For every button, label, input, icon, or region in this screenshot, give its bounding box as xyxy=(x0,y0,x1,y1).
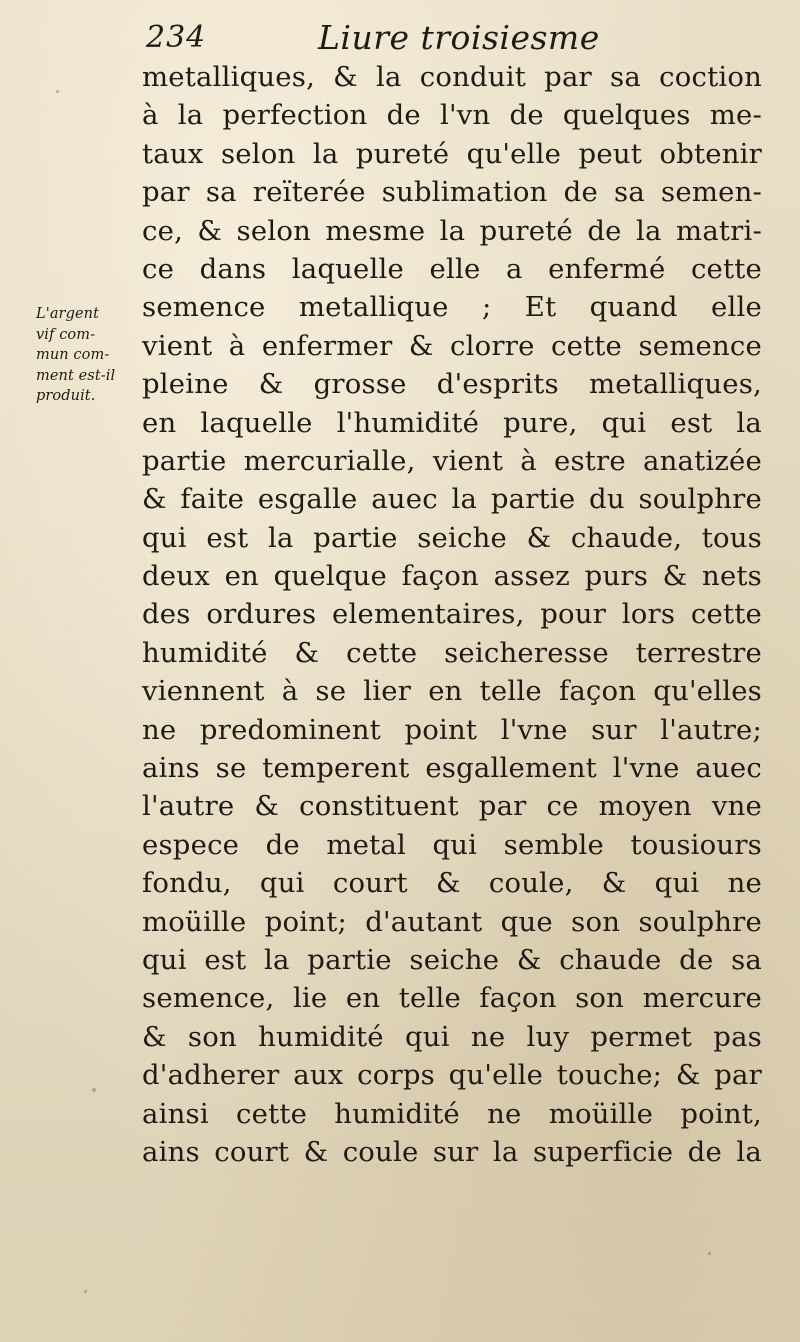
text-line: qui est la partie seiche & chaude, tous xyxy=(142,521,762,554)
text-line: metalliques, & la conduit par sa coction xyxy=(142,61,762,93)
text-line: viennent à se lier en telle façon qu'elles xyxy=(142,675,762,708)
text-line: ains se temperent esgallement l'vne auec xyxy=(142,752,762,785)
margin-note-line: mun com- xyxy=(36,347,110,363)
body-text xyxy=(142,58,762,1171)
text-line: pleine & grosse d'esprits metalliques, xyxy=(142,368,762,401)
paper-speck xyxy=(56,90,59,93)
text-line: l'autre & constituent par ce moyen vne xyxy=(142,790,762,823)
margin-note-line: L'argent xyxy=(36,306,100,322)
page-header xyxy=(140,18,740,62)
margin-note-line: vif com- xyxy=(36,326,96,343)
margin-note-line: produit. xyxy=(36,388,96,404)
text-line: ce dans laquelle elle a enfermé cette xyxy=(142,252,762,285)
paper-speck xyxy=(92,1088,96,1092)
text-line: partie mercurialle, vient à estre anatizée xyxy=(142,444,762,477)
running-head: Liure troisiesme xyxy=(318,18,600,57)
page-number: 234 xyxy=(146,20,207,55)
text-line: en laquelle l'humidité pure, qui est la xyxy=(142,406,762,439)
text-line: d'adherer aux corps qu'elle touche; & par xyxy=(142,1059,762,1092)
text-line: des ordures elementaires, pour lors cette xyxy=(142,598,762,631)
text-line: humidité & cette seicheresse terrestre xyxy=(142,636,762,669)
text-line: à la perfection de l'vn de quelques me- xyxy=(142,99,762,132)
text-line: espece de metal qui semble tousiours xyxy=(142,828,762,861)
text-line: moüille point; d'autant que son soulphre xyxy=(142,905,762,938)
text-line: ains court & coule sur la superficie de la xyxy=(142,1135,762,1168)
paper-speck xyxy=(84,1290,87,1293)
text-line: ne predominent point l'vne sur l'autre; xyxy=(142,713,762,746)
margin-note xyxy=(36,304,140,407)
text-line: taux selon la pureté qu'elle peut obtenir xyxy=(142,137,762,170)
text-line: par sa reïterée sublimation de sa semen- xyxy=(142,176,762,209)
text-line: vient à enfermer & clorre cette semence xyxy=(142,329,762,362)
paper-speck xyxy=(708,1252,711,1255)
text-line: semence, lie en telle façon son mercure xyxy=(142,982,762,1015)
text-line: ainsi cette humidité ne moüille point, xyxy=(142,1097,762,1130)
margin-note-line: ment est-il xyxy=(36,367,116,384)
text-line: ce, & selon mesme la pureté de la matri- xyxy=(142,214,762,247)
text-line: & son humidité qui ne luy permet pas xyxy=(142,1020,762,1053)
text-line: qui est la partie seiche & chaude de sa xyxy=(142,943,762,976)
text-line: fondu, qui court & coule, & qui ne xyxy=(142,867,762,900)
text-line: deux en quelque façon assez purs & nets xyxy=(142,560,762,593)
text-line: semence metallique ; Et quand elle xyxy=(142,291,762,324)
text-line: & faite esgalle auec la partie du soulphre xyxy=(142,483,762,516)
